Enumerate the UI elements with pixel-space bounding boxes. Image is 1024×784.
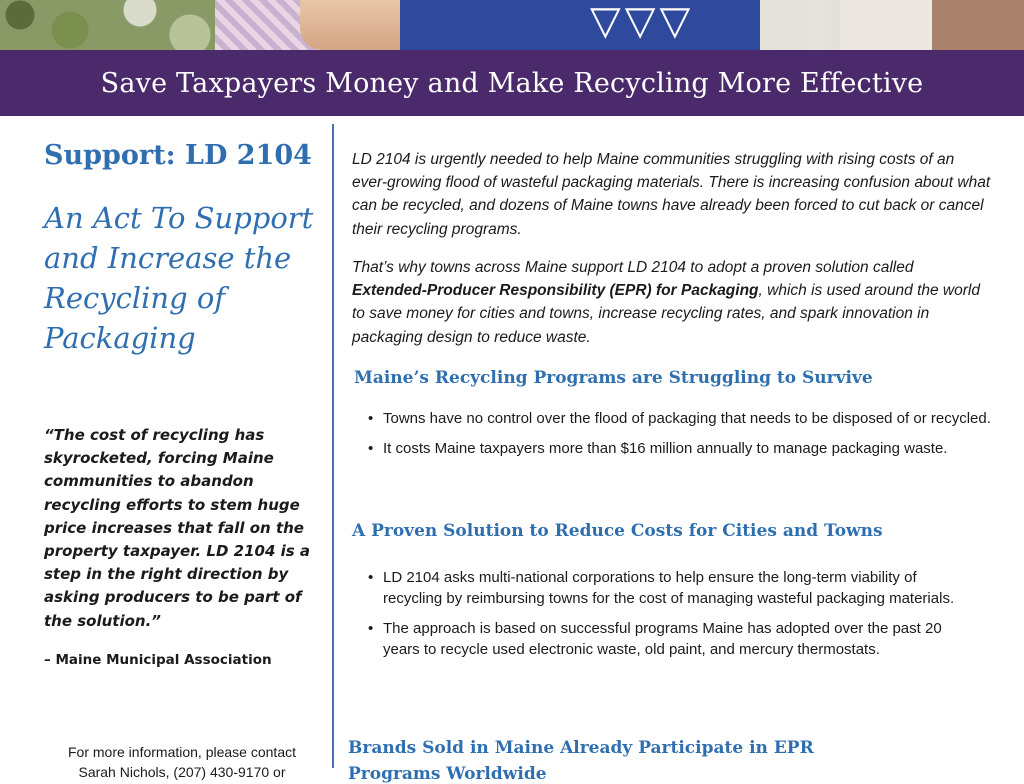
list-item xyxy=(368,567,968,609)
hero-photo xyxy=(0,0,1024,50)
epr-term: Extended-Producer Responsibility (EPR) for Packaging xyxy=(352,282,759,300)
right-column xyxy=(348,116,998,784)
column-divider xyxy=(332,124,334,768)
bullet-icon: • xyxy=(368,440,374,457)
bullet-icon: • xyxy=(368,620,374,637)
bullet-icon: • xyxy=(368,410,374,427)
quote-attribution: – Maine Municipal Association xyxy=(44,652,272,668)
struggling-bullet-list xyxy=(368,408,996,468)
bullet-text: LD 2104 asks multi-national corporations to help ensure the long-term viability of recycling by reimbursing towns for the cost of managing wasteful packaging materials. xyxy=(383,569,955,607)
section-heading-brands: Brands Sold in Maine Already Participate in EPR xyxy=(348,738,814,758)
intro-paragraph-2 xyxy=(352,256,992,349)
recycle-symbol-icon: ▽▽▽ xyxy=(590,0,695,44)
section-heading-struggling: Maine’s Recycling Programs are Struggling to Survive xyxy=(354,368,873,388)
list-item xyxy=(368,408,996,429)
quote: “The cost of recycling has skyrocketed, forcing Maine communities to abandon recycling efforts to stem huge price increases that fall on the property taxpayer. LD 2104 is a step in the right direction by asking producers to be part of the solution.” xyxy=(44,426,311,630)
foliage-background xyxy=(0,0,230,50)
intro-p2-after: , which is used around the world to save money for cities and towns, increase recycling rates, and spark innovation in packaging design to reduce waste. xyxy=(352,282,980,346)
bullet-icon: • xyxy=(368,569,374,586)
list-item xyxy=(368,618,968,660)
support-heading: Support: LD 2104 xyxy=(44,140,312,171)
bullet-text: The approach is based on successful programs Maine has adopted over the past 20 years to recycle used electronic waste, old paint, and mercury thermostats. xyxy=(383,620,942,658)
banner-title: Save Taxpayers Money and Make Recycling More Effective xyxy=(100,67,924,99)
bullet-text: Towns have no control over the flood of packaging that needs to be disposed of or recycled. xyxy=(383,410,991,427)
intro-p2-before: That’s why towns across Maine support LD 2104 to adopt a proven solution called xyxy=(352,259,914,276)
contact-line-2: Sarah Nichols, (207) 430-9170 or xyxy=(78,764,286,780)
contact-info xyxy=(44,742,320,782)
house-wall xyxy=(840,0,1024,50)
contact-line-1: For more information, please contact xyxy=(68,744,296,760)
proven-solution-bullet-list xyxy=(368,567,968,669)
intro-paragraph-1: LD 2104 is urgently needed to help Maine communities struggling with rising costs of an ever-growing flood of wasteful packaging materials. There is increasing confusion about what can be recycled, and dozens of Maine towns have already been forced to cut back or cancel their recycling programs. xyxy=(352,151,991,238)
left-column xyxy=(0,116,332,780)
act-title: An Act To Support and Increase the Recycling of Packaging xyxy=(44,201,314,355)
section-heading-proven-solution: A Proven Solution to Reduce Costs for Cities and Towns xyxy=(352,521,883,541)
banner xyxy=(0,50,1024,116)
bullet-text: It costs Maine taxpayers more than $16 million annually to manage packaging waste. xyxy=(383,440,948,457)
list-item xyxy=(368,438,996,459)
section-heading-brands-line-2: Programs Worldwide xyxy=(348,764,547,784)
